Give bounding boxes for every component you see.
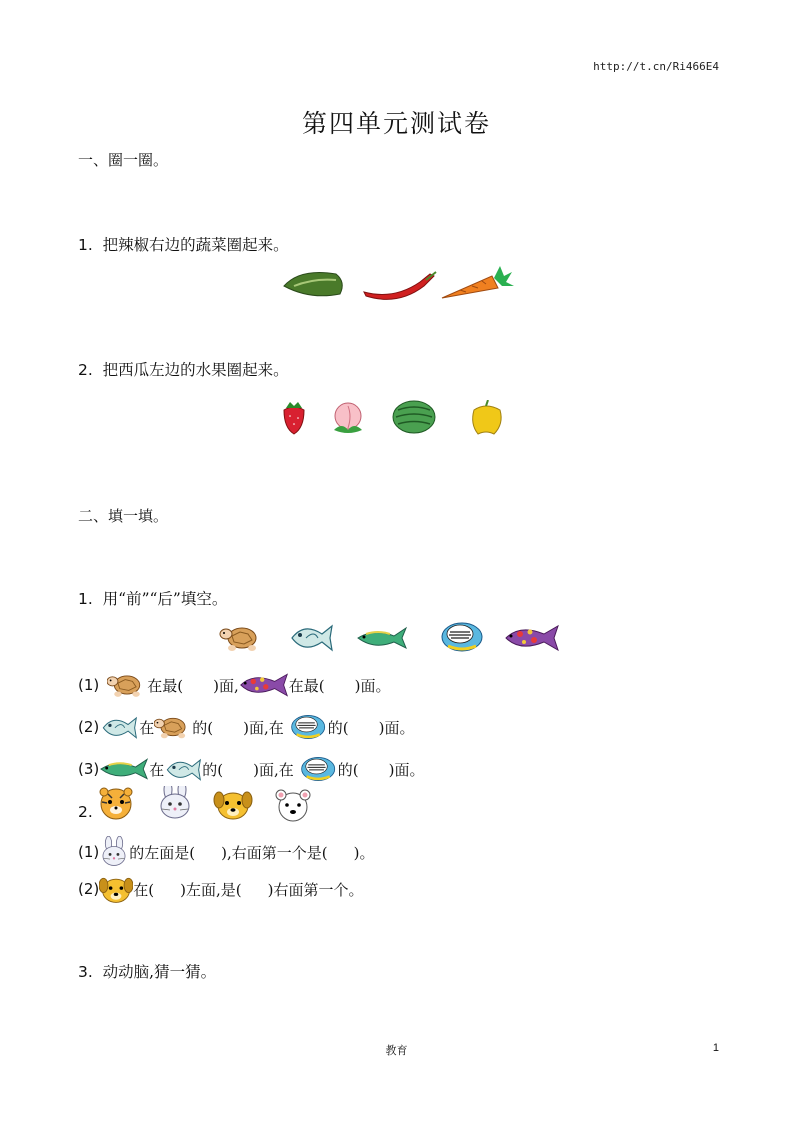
row-text-b: )面, (213, 676, 239, 695)
dog-icon (214, 792, 252, 819)
dog-icon (99, 874, 133, 904)
flat-fish-icon (292, 626, 332, 650)
section-1-heading: 一、圈一圈。 (78, 151, 169, 169)
animal-faces-row (98, 786, 318, 826)
tiger-icon (100, 788, 132, 819)
row-label: (2) (78, 880, 100, 898)
striped-fish-icon (290, 712, 328, 742)
turtle-icon (220, 628, 256, 651)
row-label: (2) (78, 718, 100, 736)
row-text-e: )面。 (378, 718, 415, 737)
spotted-fish-icon (506, 626, 558, 650)
question-number: 1. (78, 590, 93, 608)
row-text-c: )面,在 (253, 760, 294, 779)
fruit-row (280, 400, 520, 442)
turtle-icon (154, 713, 192, 741)
question-2-2 (78, 803, 93, 821)
row-text-a: 在 (139, 718, 155, 737)
question-number: 2. (78, 361, 93, 379)
spotted-fish-icon (239, 670, 289, 700)
row-text-d: 的( (337, 760, 359, 779)
row-text-b: 的( (192, 718, 214, 737)
row-text-b: ),右面第一个是( (221, 843, 328, 862)
row-text-b: 的( (202, 760, 224, 779)
striped-fish-icon (442, 623, 482, 651)
page-title: 第四单元测试卷 (301, 109, 491, 138)
footer-text: 教育 (385, 1044, 408, 1057)
rabbit-icon (99, 836, 129, 868)
question-2-1 (78, 587, 227, 609)
carrot-icon (442, 266, 514, 298)
flat-fish-icon (164, 755, 202, 783)
question-number: 1. (78, 236, 93, 254)
q2-row-1 (78, 836, 374, 868)
row-label: (1) (78, 843, 100, 861)
row-text-d: )面。 (354, 676, 391, 695)
row-text-a: 在 (149, 760, 165, 779)
flat-fish-icon (99, 713, 139, 741)
question-text: 把辣椒右边的蔬菜圈起来。 (102, 236, 289, 254)
question-text: 动动脑,猜一猜。 (102, 963, 217, 981)
section-2-heading: 二、填一填。 (78, 507, 169, 525)
fill-row-1 (78, 670, 390, 700)
question-1-1 (78, 233, 289, 255)
row-text-e: )面。 (388, 760, 425, 779)
question-1-2 (78, 358, 289, 380)
watermelon-icon (393, 401, 435, 433)
fill-row-2 (78, 712, 414, 742)
question-text: 用“前”“后”填空。 (102, 590, 228, 608)
row-text-d: 的( (327, 718, 349, 737)
row-label: (1) (78, 676, 100, 694)
strawberry-icon (284, 402, 304, 434)
bear-icon (276, 790, 310, 821)
row-text-a: 在( (133, 880, 155, 899)
q2-row-2 (78, 874, 363, 904)
question-text: 把西瓜左边的水果圈起来。 (102, 361, 289, 379)
cucumber-icon (284, 273, 342, 296)
fill-row-3 (78, 754, 424, 784)
vegetable-row (280, 266, 520, 310)
row-label: (3) (78, 760, 100, 778)
bell-pepper-icon (473, 400, 501, 434)
chili-pepper-icon (364, 272, 436, 299)
row-text-c: )面,在 (243, 718, 284, 737)
question-number: 2. (78, 803, 93, 821)
row-text-a: 的左面是( (129, 843, 196, 862)
page-number: 1 (712, 1042, 719, 1054)
row-text-a: 在最( (147, 676, 184, 695)
turtle-icon (107, 670, 147, 700)
row-text-b: )左面,是( (180, 880, 242, 899)
green-fish-icon (358, 628, 406, 648)
green-fish-icon (99, 755, 149, 783)
row-text-c: 在最( (288, 676, 325, 695)
rabbit-icon (161, 786, 189, 818)
question-2-3 (78, 960, 216, 982)
row-text-c: )。 (353, 843, 375, 862)
striped-fish-icon (300, 754, 338, 784)
question-number: 3. (78, 963, 93, 981)
row-text-c: )右面第一个。 (267, 880, 364, 899)
animal-row (218, 618, 578, 662)
header-url: http://t.cn/Ri466E4 (593, 60, 719, 73)
peach-icon (334, 403, 362, 433)
